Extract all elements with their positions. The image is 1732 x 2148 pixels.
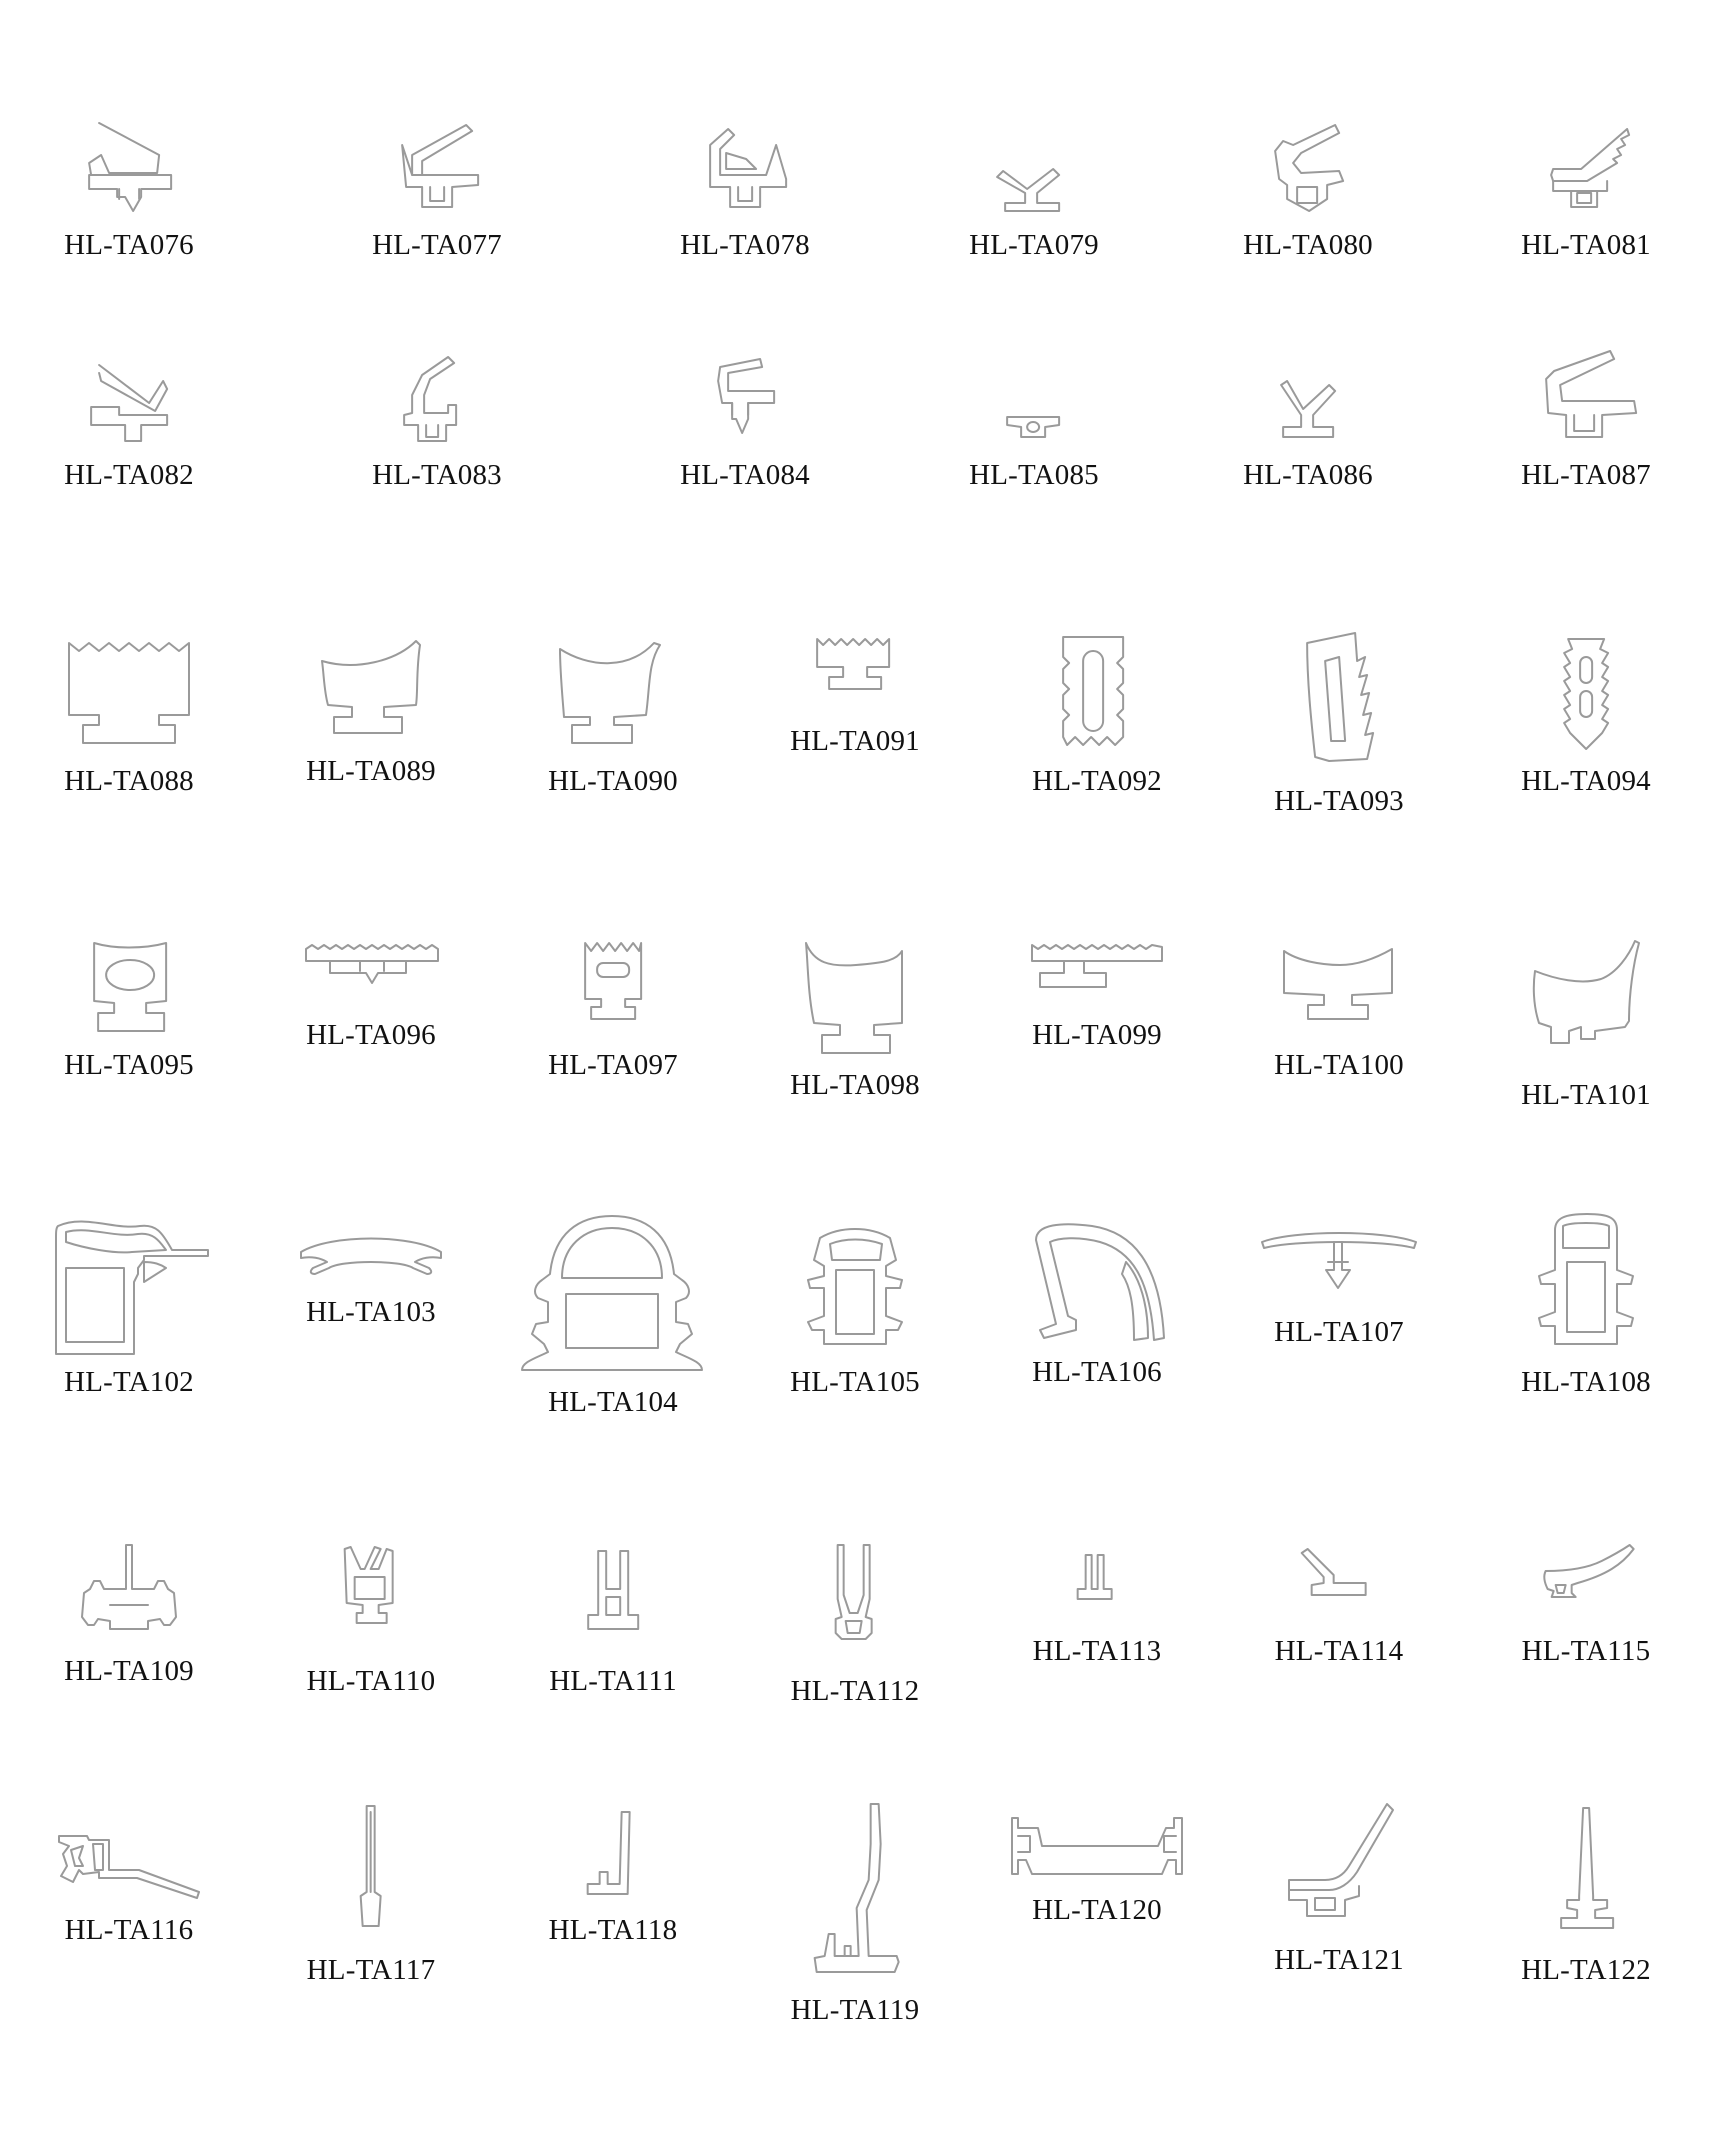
part-code-label: HL-TA089	[306, 755, 436, 787]
part-code-label: HL-TA076	[64, 229, 194, 261]
v-fin-seal-icon	[1253, 345, 1363, 455]
catalog-item	[1269, 1800, 1409, 1975]
catalog-item	[548, 631, 678, 796]
twin-fin-box-profile-icon	[321, 1541, 421, 1661]
v-fin-seal-icon	[979, 115, 1089, 225]
catalog-item	[64, 345, 194, 490]
catalog-item	[64, 115, 194, 260]
catalog-item	[1275, 1541, 1404, 1666]
catalog-item	[1022, 935, 1172, 1050]
part-code-label: HL-TA110	[306, 1665, 436, 1697]
barbed-plug-profile-icon	[1546, 631, 1626, 761]
saddle-profile-icon	[1274, 935, 1404, 1045]
curved-lip-seal-icon	[1526, 1541, 1646, 1631]
blade-profile-icon	[331, 1800, 411, 1950]
catalog-item	[1243, 115, 1373, 260]
saddle-profile-icon	[548, 631, 678, 761]
angled-fin-profile-icon	[1284, 1541, 1394, 1631]
hollow-serrated-profile-icon	[1047, 631, 1147, 761]
part-code-label: HL-TA116	[64, 1914, 194, 1946]
saddle-profile-icon	[306, 631, 436, 751]
part-code-label: HL-TA078	[680, 229, 810, 261]
catalog-item	[1032, 631, 1162, 796]
part-code-label: HL-TA120	[1032, 1894, 1162, 1926]
catalog-item	[59, 631, 199, 796]
part-code-label: HL-TA106	[1032, 1356, 1162, 1388]
l-fin-profile-icon	[568, 1800, 658, 1910]
part-code-label: HL-TA099	[1032, 1019, 1162, 1051]
part-code-label: HL-TA108	[1521, 1366, 1651, 1398]
catalog-item	[44, 1212, 214, 1397]
catalog-item	[64, 935, 194, 1080]
part-code-label: HL-TA087	[1521, 459, 1651, 491]
catalog-item	[549, 1541, 677, 1696]
catalog-item	[1002, 1800, 1192, 1925]
part-code-label: HL-TA077	[372, 229, 502, 261]
part-code-label: HL-TA096	[306, 1019, 436, 1051]
part-code-label: HL-TA086	[1243, 459, 1373, 491]
hook-arch-profile-icon	[1022, 1212, 1172, 1352]
catalog-item	[1521, 935, 1651, 1110]
part-code-label: HL-TA079	[969, 229, 1099, 261]
catalog-item	[969, 115, 1099, 260]
hollow-serrated-profile-icon	[1289, 631, 1389, 781]
part-code-label: HL-TA118	[548, 1914, 678, 1946]
catalog-item	[372, 115, 502, 260]
arched-strip-profile-icon	[281, 1212, 461, 1292]
catalog-item	[307, 1800, 436, 1985]
serrated-lip-seal-icon	[1531, 115, 1641, 225]
catalog-item	[372, 345, 502, 490]
part-code-label: HL-TA103	[306, 1296, 436, 1328]
blade-profile-icon	[1541, 1800, 1631, 1950]
part-code-label: HL-TA084	[680, 459, 810, 491]
catalog-item	[281, 1212, 461, 1327]
folded-lip-seal-icon	[690, 345, 800, 455]
winged-box-profile-icon	[790, 1212, 920, 1362]
part-code-label: HL-TA090	[548, 765, 678, 797]
part-code-label: HL-TA112	[790, 1675, 920, 1707]
part-code-label: HL-TA105	[790, 1366, 920, 1398]
part-code-label: HL-TA088	[64, 765, 194, 797]
bulb-box-profile-icon	[44, 1212, 214, 1362]
catalog-item	[1022, 1212, 1172, 1387]
part-code-label: HL-TA115	[1521, 1635, 1651, 1667]
part-code-label: HL-TA091	[790, 725, 920, 757]
catalog-item	[969, 345, 1099, 490]
stepped-lip-profile-icon	[49, 1800, 209, 1910]
tall-lip-profile-icon	[795, 1800, 915, 1990]
catalog-item	[1521, 1800, 1651, 1985]
h-channel-profile-icon	[810, 1541, 900, 1671]
catalog-item	[1274, 935, 1404, 1080]
part-code-label: HL-TA102	[64, 1366, 194, 1398]
twin-fin-profile-icon	[1052, 1541, 1142, 1631]
part-code-label: HL-TA094	[1521, 765, 1651, 797]
oval-hollow-profile-icon	[74, 935, 184, 1045]
angled-lip-seal-icon	[382, 115, 492, 225]
h-channel-profile-icon	[568, 1541, 658, 1661]
part-code-label: HL-TA111	[549, 1665, 677, 1697]
part-code-label: HL-TA117	[306, 1954, 436, 1986]
hook-lip-seal-icon	[1526, 345, 1646, 455]
winged-box-profile-icon	[1521, 1212, 1651, 1362]
curved-lip-seal-icon	[1253, 115, 1363, 225]
catalog-item	[1522, 1541, 1651, 1666]
part-code-label: HL-TA122	[1521, 1954, 1651, 1986]
part-code-label: HL-TA109	[64, 1655, 194, 1687]
part-code-label: HL-TA083	[372, 459, 502, 491]
part-code-label: HL-TA107	[1274, 1316, 1404, 1348]
part-code-label: HL-TA114	[1274, 1635, 1404, 1667]
dome-box-profile-icon	[518, 1212, 708, 1382]
toothed-block-profile-icon	[59, 631, 199, 761]
part-code-label: HL-TA104	[548, 1386, 678, 1418]
catalog-item	[680, 115, 810, 260]
catalog-item	[64, 1541, 194, 1686]
catalog-item	[1274, 631, 1404, 816]
part-code-label: HL-TA098	[790, 1069, 920, 1101]
angled-lip-seal-icon	[79, 345, 179, 455]
catalog-item	[307, 1541, 436, 1696]
u-channel-profile-icon	[1002, 1800, 1192, 1890]
part-code-label: HL-TA092	[1032, 765, 1162, 797]
part-code-label: HL-TA082	[64, 459, 194, 491]
catalog-item	[1254, 1212, 1424, 1347]
catalog-item	[549, 1800, 678, 1945]
toothed-block-profile-icon	[563, 935, 663, 1045]
catalog-item	[1033, 1541, 1162, 1666]
angled-fin-profile-icon	[1269, 1800, 1409, 1940]
part-code-label: HL-TA100	[1274, 1049, 1404, 1081]
part-code-label: HL-TA101	[1521, 1079, 1651, 1111]
catalog-item	[296, 935, 446, 1050]
part-code-label: HL-TA085	[969, 459, 1099, 491]
catalog-item	[790, 1212, 920, 1397]
catalog-item	[1243, 345, 1373, 490]
toothed-strip-profile-icon	[1022, 935, 1172, 1015]
catalog-item	[1521, 631, 1651, 796]
part-code-label: HL-TA093	[1274, 785, 1404, 817]
part-code-label: HL-TA119	[790, 1994, 920, 2026]
part-code-label: HL-TA097	[548, 1049, 678, 1081]
small-bulb-seal-icon	[979, 345, 1089, 455]
catalog-item	[1521, 115, 1651, 260]
saddle-profile-icon	[790, 935, 920, 1065]
catalog-item	[791, 1541, 920, 1706]
catalog-item	[49, 1800, 209, 1945]
catalog-item	[790, 631, 920, 756]
catalog-item	[518, 1212, 708, 1417]
part-code-label: HL-TA080	[1243, 229, 1373, 261]
saddle-profile-icon	[1521, 935, 1651, 1075]
toothed-strip-profile-icon	[296, 935, 446, 1015]
t-fin-profile-icon	[64, 1541, 194, 1651]
part-code-label: HL-TA081	[1521, 229, 1651, 261]
toothed-block-profile-icon	[805, 631, 905, 721]
angled-lip-seal-icon	[79, 115, 179, 225]
part-code-label: HL-TA121	[1274, 1944, 1404, 1976]
catalog-item	[548, 935, 678, 1080]
catalog-item	[680, 345, 810, 490]
t-arrow-profile-icon	[1254, 1212, 1424, 1312]
catalog-item	[790, 935, 920, 1100]
catalog-item	[1521, 1212, 1651, 1397]
catalog-item	[1521, 345, 1651, 490]
folded-lip-seal-icon	[690, 115, 800, 225]
hook-lip-seal-icon	[382, 345, 492, 455]
catalog-item	[306, 631, 436, 786]
catalog-item	[791, 1800, 920, 2025]
part-code-label: HL-TA095	[64, 1049, 194, 1081]
part-code-label: HL-TA113	[1032, 1635, 1162, 1667]
